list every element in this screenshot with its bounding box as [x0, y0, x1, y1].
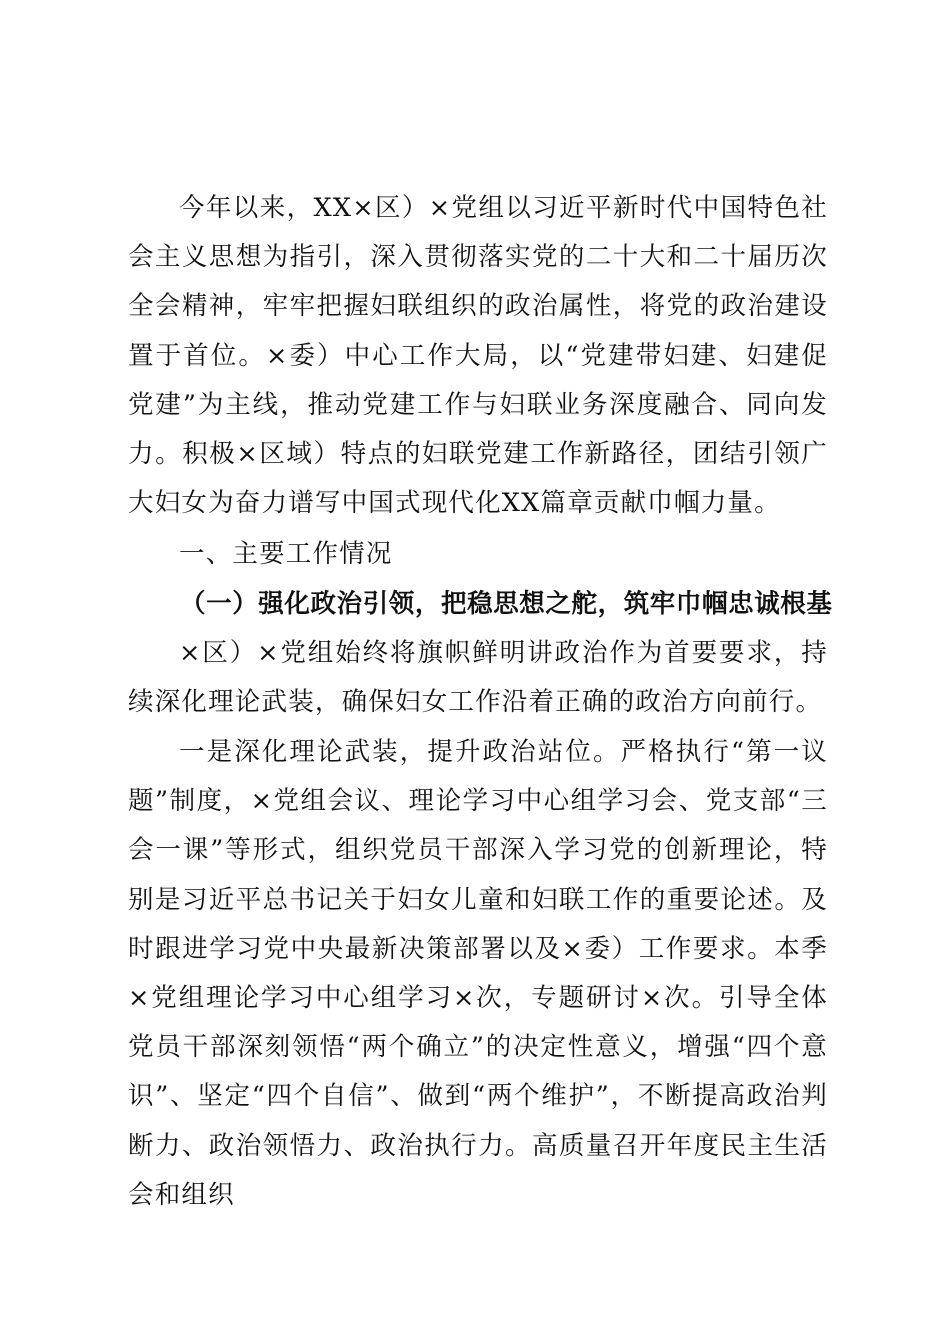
subsection-intro-paragraph: ×区）×党组始终将旗帜鲜明讲政治作为首要要求，持续深化理论武装，确保妇女工作沿着正确的政治方向前行。 [128, 638, 828, 718]
intro-paragraph: 今年以来，XX×区）×党组以习近平新时代中国特色社会主义思想为指引，深入贯彻落实党的二十大和二十届历次全会精神，牢牢把握妇联组织的政治属性，将党的政治建设置于首位。×委）中心工作大局，以“党建带妇建、妇建促党建”为主线，推动党建工作与妇联业务深度融合、同向发力。积极×区域）特点的妇联党建工作新路径，团结引领广大妇女为奋力谱写中国式现代化XX篇章贡献巾帼力量。 [128, 193, 828, 519]
body-paragraph: 一是深化理论武装，提升政治站位。严格执行“第一议题”制度，×党组会议、理论学习中心组学习会、党支部“三会一课”等形式，组织党员干部深入学习党的创新理论，特别是习近平总书记关于妇女儿童和妇联工作的重要论述。及时跟进学习党中央最新决策部署以及×委）工作要求。本季×党组理论学习中心组学习×次，专题研讨×次。引导全体党员干部深刻领悟“两个确立”的决定性意义，增强“四个意识”、坚定“四个自信”、做到“两个维护”，不断提高政治判断力、政治领悟力、政治执行力。高质量召开年度民主生活会和组织 [128, 737, 828, 1210]
subsection-heading: （一）强化政治引领，把稳思想之舵，筑牢巾帼忠诚根基 [180, 589, 833, 619]
section-heading: 一、主要工作情况 [179, 539, 393, 569]
